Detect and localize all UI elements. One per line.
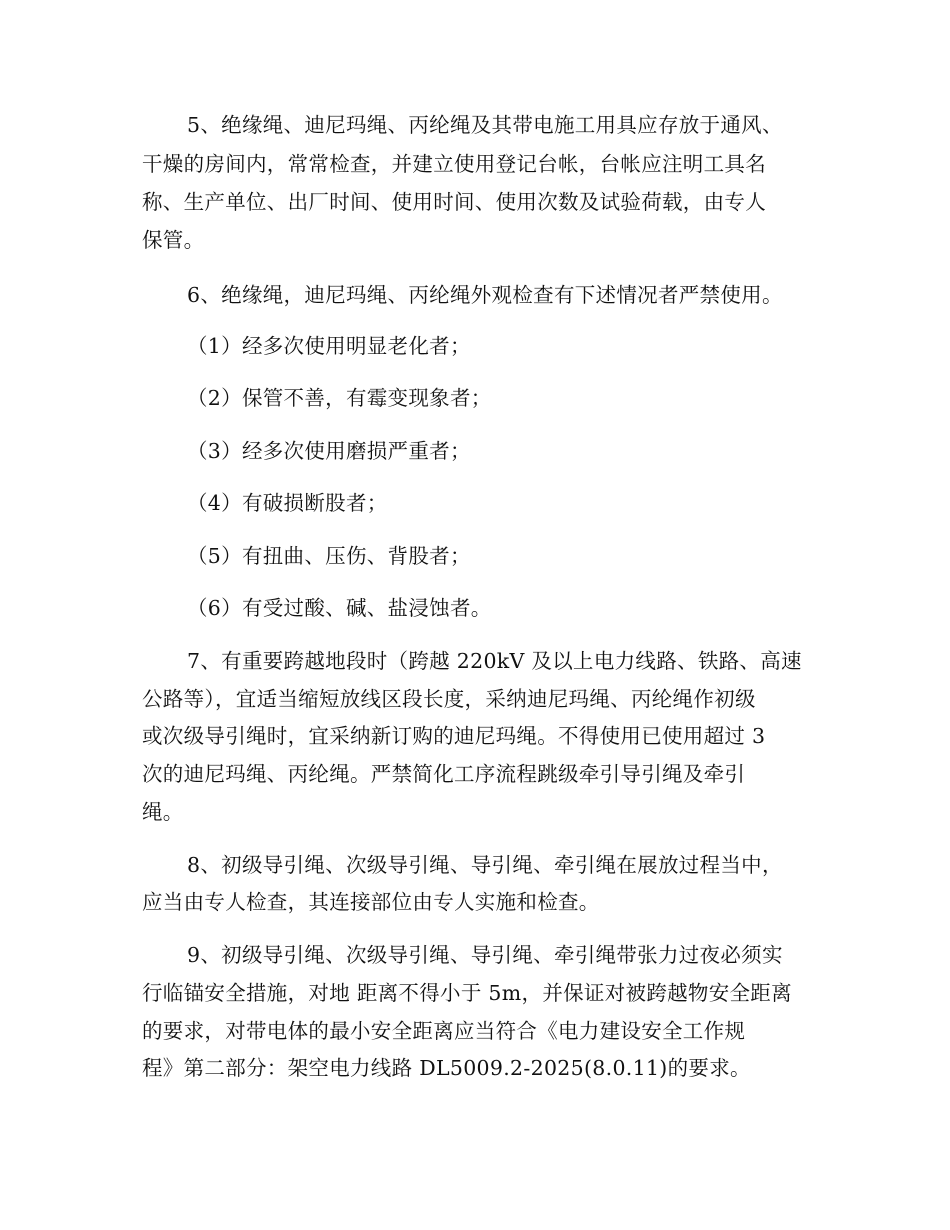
paragraph-7-line-3: 或次级导引绳时，宜采纳新订购的迪尼玛绳。不得使用已使用超过 3 (142, 724, 766, 748)
list-item-2: （2）保管不善，有霉变现象者； (187, 386, 492, 410)
paragraph-7-line-1: 7、有重要跨越地段时（跨越 220kV 及以上电力线路、铁路、高速 (187, 649, 802, 673)
paragraph-7-line-2: 公路等），宜适当缩短放线区段长度，采纳迪尼玛绳、丙纶绳作初级 (142, 687, 756, 711)
paragraph-5-line-1: 5、绝缘绳、迪尼玛绳、丙纶绳及其带电施工用具应存放于通风、 (187, 113, 783, 137)
list-item-3: （3）经多次使用磨损严重者； (187, 439, 471, 463)
paragraph-5-line-3: 称、生产单位、出厂时间、使用时间、使用次数及试验荷载，由专人 (142, 190, 766, 214)
paragraph-9-line-4: 程》第二部分：架空电力线路 DL5009.2-2025(8.0.11)的要求。 (142, 1056, 751, 1080)
paragraph-9-line-1: 9、初级导引绳、次级导引绳、导引绳、牵引绳带张力过夜必须实 (187, 943, 783, 967)
paragraph-6-line-1: 6、绝缘绳，迪尼玛绳、丙纶绳外观检查有下述情况者严禁使用。 (187, 283, 783, 307)
list-item-6: （6）有受过酸、碱、盐浸蚀者。 (187, 596, 492, 620)
paragraph-8-line-1: 8、初级导引绳、次级导引绳、导引绳、牵引绳在展放过程当中， (187, 853, 783, 877)
paragraph-9-line-2: 行临锚安全措施，对地 距离不得小于 5m，并保证对被跨越物安全距离 (142, 981, 792, 1005)
paragraph-5-line-2: 干燥的房间内，常常检查，并建立使用登记台帐，台帐应注明工具名 (142, 152, 766, 176)
list-item-1: （1）经多次使用明显老化者； (187, 334, 471, 358)
list-item-4: （4）有破损断股者； (187, 491, 388, 515)
paragraph-7-line-5: 绳。 (142, 800, 184, 824)
paragraph-5-line-4: 保管。 (142, 228, 205, 252)
paragraph-8-line-2: 应当由专人检查，其连接部位由专人实施和检查。 (142, 890, 600, 914)
list-item-5: （5）有扭曲、压伤、背股者； (187, 544, 471, 568)
paragraph-9-line-3: 的要求，对带电体的最小安全距离应当符合《电力建设安全工作规 (142, 1019, 746, 1043)
paragraph-7-line-4: 次的迪尼玛绳、丙纶绳。严禁简化工序流程跳级牵引导引绳及牵引 (142, 762, 746, 786)
